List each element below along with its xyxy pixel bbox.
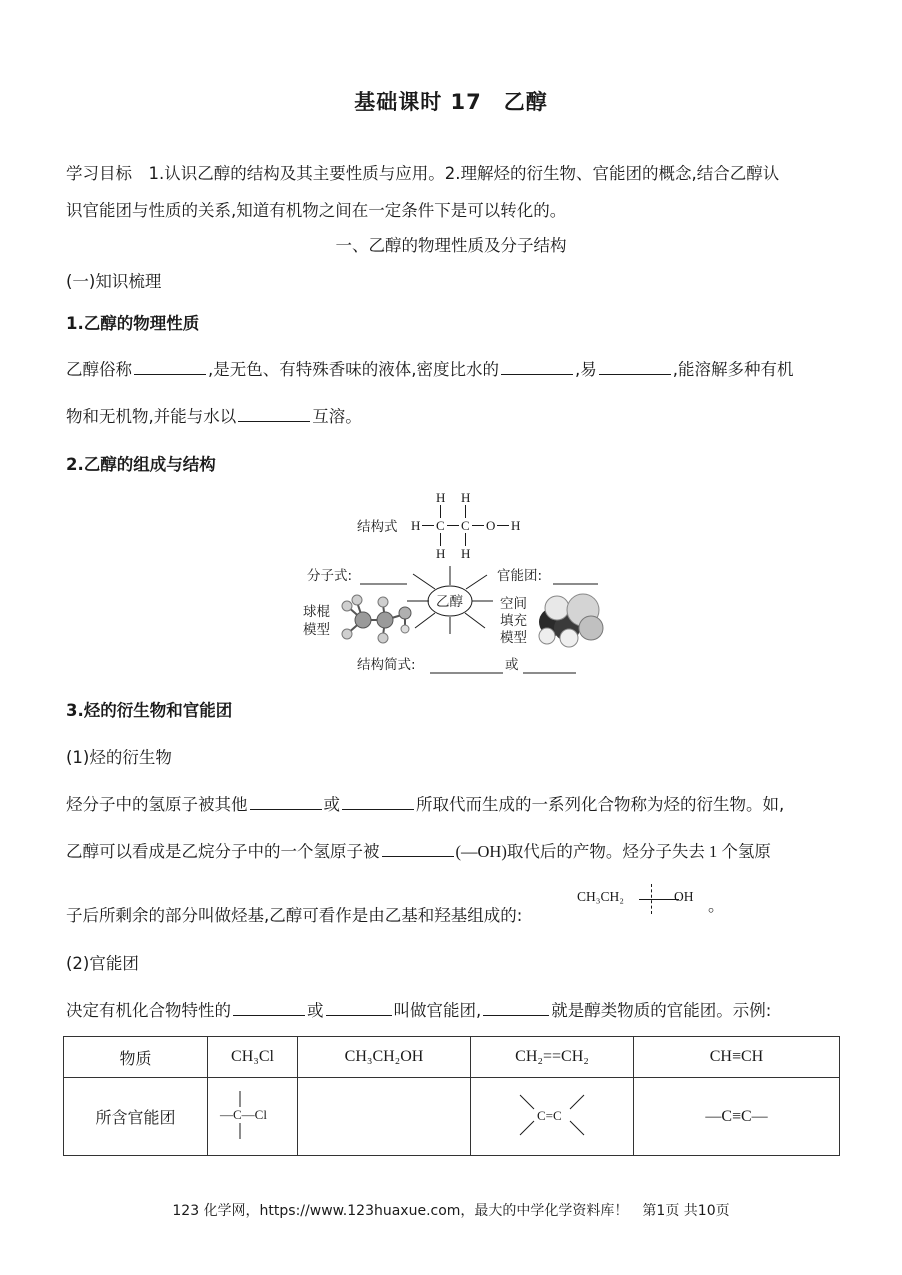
space-fill-label-3: 模型 xyxy=(500,630,527,646)
alkene-text: C=C xyxy=(537,1107,562,1123)
fill-blank[interactable] xyxy=(250,795,322,810)
learning-objectives-line1: 学习目标 1.认识乙醇的结构及其主要性质与应用。2.理解烃的衍生物、官能团的概念,结合乙醇认 xyxy=(66,164,780,183)
physical-properties-line1: 乙醇俗称 ,是无色、有特殊香味的液体,密度比水的 ,易 ,能溶解多种有机 xyxy=(66,360,794,379)
table-header-row xyxy=(64,1037,840,1078)
derivatives-line3: 子后所剩余的部分叫做烃基,乙醇可看作是由乙基和羟基组成的: xyxy=(66,906,523,925)
or-label: 或 xyxy=(505,657,519,673)
c-cl-structure xyxy=(218,1085,288,1145)
page-title: 基础课时 17 乙醇 xyxy=(354,90,548,114)
atom-h: H xyxy=(511,518,521,533)
table-row xyxy=(64,1078,840,1156)
physical-properties-line2: 物和无机物,并能与水以 互溶。 xyxy=(66,407,362,426)
heading-composition-structure: 2.乙醇的组成与结构 xyxy=(66,455,216,474)
fill-blank[interactable] xyxy=(238,407,310,422)
c-cl-text: —C—Cl xyxy=(219,1106,267,1122)
subsection-heading: (一)知识梳理 xyxy=(66,272,162,291)
structural-formula-label: 结构式 xyxy=(357,519,398,535)
page-footer: 123 化学网，https://www.123huaxue.com，最大的中学化学资料库！ 第1页 共10页 xyxy=(172,1203,730,1219)
atom-h: H xyxy=(436,546,446,561)
fill-blank[interactable] xyxy=(233,1001,305,1016)
condensed-formula-label: 结构简式: xyxy=(357,657,416,673)
table-cell-alkene xyxy=(471,1078,634,1156)
atom-c: C xyxy=(436,518,445,533)
hydroxyl-group-text: OH xyxy=(674,889,694,904)
space-fill-label-2: 填充 xyxy=(500,613,527,629)
fill-blank[interactable] xyxy=(382,842,454,857)
space-fill-model xyxy=(539,594,603,647)
atom-o: O xyxy=(486,518,496,533)
atom-h: H xyxy=(461,546,471,561)
fill-blank[interactable] xyxy=(599,360,671,375)
molecular-formula-label: 分子式: xyxy=(307,568,353,584)
table-cell-c-cl xyxy=(208,1078,298,1156)
section-heading: 一、乙醇的物理性质及分子结构 xyxy=(335,236,567,255)
subheading-functional-group: (2)官能团 xyxy=(66,954,139,973)
period: 。 xyxy=(708,896,725,915)
bond-line xyxy=(639,899,679,900)
subheading-derivatives: (1)烃的衍生物 xyxy=(66,748,172,767)
derivatives-line1: 烃分子中的氢原子被其他 或 所取代而生成的一系列化合物称为烃的衍生物。如, xyxy=(66,795,785,814)
learning-objectives-line2: 识官能团与性质的关系,知道有机物之间在一定条件下是可以转化的。 xyxy=(66,201,567,220)
alkene-structure xyxy=(512,1085,592,1145)
fill-blank[interactable] xyxy=(483,1001,549,1016)
diagram-svg xyxy=(295,488,625,683)
table-cell: CH₂==CH₂ xyxy=(471,1037,634,1078)
functional-group-label: 官能团: xyxy=(497,568,543,584)
fill-blank[interactable] xyxy=(342,795,414,810)
table-cell: 物质 xyxy=(64,1037,208,1078)
table-cell: CH≡CH xyxy=(634,1037,840,1078)
table-cell: 所含官能团 xyxy=(64,1078,208,1156)
fill-blank[interactable] xyxy=(326,1001,392,1016)
ethyl-hydroxyl-formula xyxy=(575,880,725,920)
atom-h: H xyxy=(436,490,446,505)
fill-blank[interactable] xyxy=(134,360,206,375)
ethanol-structure-diagram xyxy=(295,488,625,683)
heading-derivatives: 3.烃的衍生物和官能团 xyxy=(66,701,233,720)
table-cell: CH₃Cl xyxy=(208,1037,298,1078)
atom-h: H xyxy=(411,518,421,533)
center-label: 乙醇 xyxy=(436,594,463,610)
space-fill-label-1: 空间 xyxy=(500,596,527,612)
atom-c: C xyxy=(461,518,470,533)
table-cell xyxy=(298,1078,471,1156)
functional-group-table xyxy=(63,1036,840,1156)
ball-stick-label-2: 模型 xyxy=(303,622,330,638)
derivatives-line2: 乙醇可以看成是乙烷分子中的一个氢原子被 (—OH)取代后的产物。烃分子失去 1 个氢原 xyxy=(66,842,771,861)
ball-stick-label-1: 球棍 xyxy=(303,604,330,620)
ethyl-group-text: CH₃CH₂ xyxy=(577,889,624,904)
table-cell: CH₃CH₂OH xyxy=(298,1037,471,1078)
heading-physical-properties: 1.乙醇的物理性质 xyxy=(66,314,200,333)
table-cell: —C≡C— xyxy=(634,1078,840,1156)
fill-blank[interactable] xyxy=(501,360,573,375)
functional-group-line: 决定有机化合物特性的 或 叫做官能团, 就是醇类物质的官能团。示例: xyxy=(66,1001,772,1020)
atom-h: H xyxy=(461,490,471,505)
